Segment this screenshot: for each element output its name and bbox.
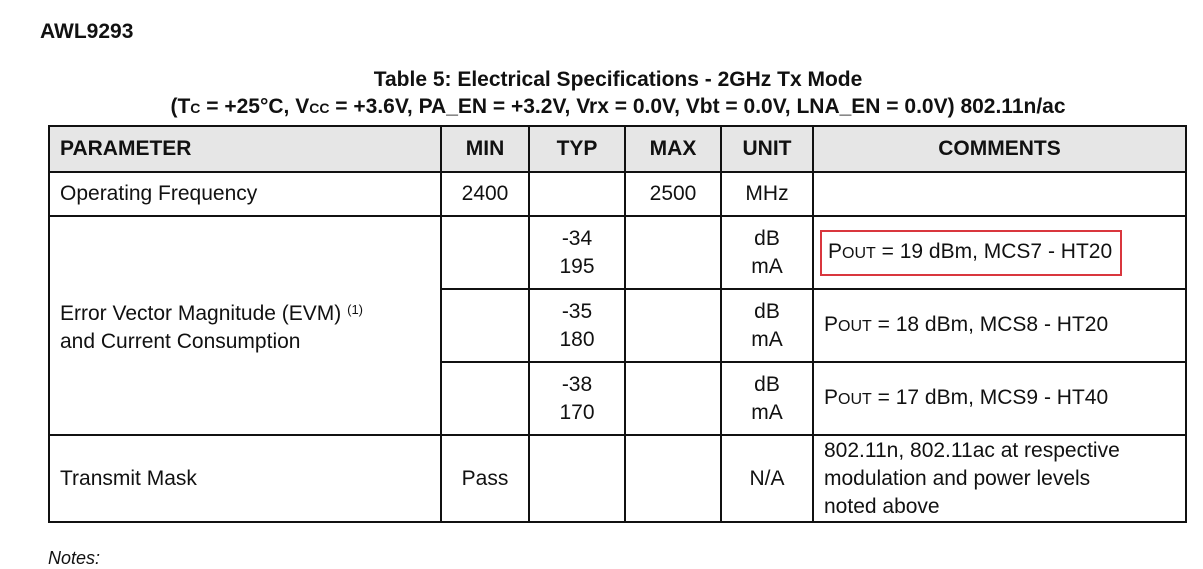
notes-label: Notes: <box>48 548 101 568</box>
cell-max <box>625 435 721 522</box>
table-title: Table 5: Electrical Specifications - 2GHz Tx Mode <box>373 68 863 91</box>
cell-comments <box>813 216 1186 289</box>
cell-unit: dB mA <box>721 362 813 435</box>
cell-parameter <box>49 216 441 435</box>
cell-unit: MHz <box>721 172 813 216</box>
cell-unit: dB mA <box>721 289 813 362</box>
header-parameter: PARAMETER <box>49 126 441 172</box>
evm-label-line2: and Current Consumption <box>60 329 301 353</box>
cell-parameter: Operating Frequency <box>49 172 441 216</box>
cell-typ <box>529 435 625 522</box>
header-comments: COMMENTS <box>813 126 1186 172</box>
cell-max <box>625 289 721 362</box>
footnote-ref: (1) <box>347 301 363 317</box>
cell-parameter: Transmit Mask <box>49 435 441 522</box>
cell-min <box>441 216 529 289</box>
cell-min: 2400 <box>441 172 529 216</box>
cell-comments: POUT = 17 dBm, MCS9 - HT40 <box>813 362 1186 435</box>
header-row <box>49 126 1186 172</box>
cell-max <box>625 362 721 435</box>
cell-max: 2500 <box>625 172 721 216</box>
cell-min: Pass <box>441 435 529 522</box>
part-number: AWL9293 <box>40 20 134 43</box>
highlight-box: POUT = 19 dBm, MCS7 - HT20 <box>820 230 1122 276</box>
cell-typ <box>529 172 625 216</box>
cell-min <box>441 362 529 435</box>
table-row <box>49 435 1186 522</box>
cell-max <box>625 216 721 289</box>
table-row <box>49 216 1186 289</box>
spec-table <box>48 125 1187 523</box>
evm-label-line1: Error Vector Magnitude (EVM) <box>60 301 342 325</box>
cell-typ: -34 195 <box>529 216 625 289</box>
header-unit: UNIT <box>721 126 813 172</box>
cell-typ: -38 170 <box>529 362 625 435</box>
header-typ: TYP <box>529 126 625 172</box>
cell-comments <box>813 172 1186 216</box>
header-min: MIN <box>441 126 529 172</box>
cell-unit: dB mA <box>721 216 813 289</box>
cell-typ: -35 180 <box>529 289 625 362</box>
cell-comments: 802.11n, 802.11ac at respective modulation and power levels noted above <box>813 435 1186 522</box>
table-row <box>49 172 1186 216</box>
cell-unit: N/A <box>721 435 813 522</box>
cell-min <box>441 289 529 362</box>
cell-comments: POUT = 18 dBm, MCS8 - HT20 <box>813 289 1186 362</box>
header-max: MAX <box>625 126 721 172</box>
table-conditions: (TC = +25°C, VCC = +3.6V, PA_EN = +3.2V, Vrx = 0.0V, Vbt = 0.0V, LNA_EN = 0.0V) 802.11n/ac <box>170 95 1066 118</box>
